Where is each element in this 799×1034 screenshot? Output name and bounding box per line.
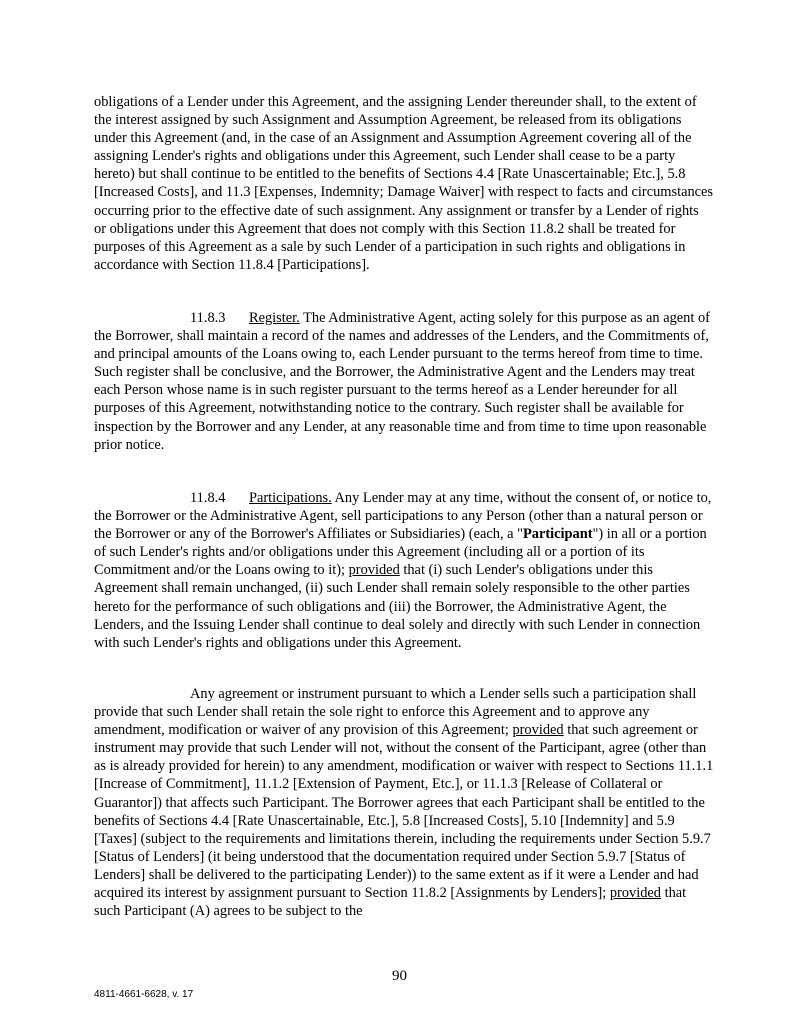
document-id: 4811-4661-6628, v. 17: [94, 989, 194, 1000]
section-text: that (i) such Lender's obligations under this Agreement shall remain unchanged, (ii) such Lender shall remain solely responsible to the other parties hereto for the performance of such obligations and (iii) the Borrower, the Administrative Agent, the Lenders, and the Issuing Lender shall continue to deal solely and directly with such Lender in connection with such Lender's rights and obligations under this Agreement.: [94, 562, 701, 651]
defined-term-participant: Participant: [523, 526, 593, 543]
section-heading: Register.: [249, 310, 300, 326]
paragraph-text: that such agreement or instrument may provide that such Lender will not, without the consent of the Participant, agree (other than as is already provided for herein) to any amendment, modification or waiver with respect to Sections 11.1.1 [Increase of Commitment], 11.1.2 [Extension of Payment, Etc.], or 11.1.3 [Release of Collateral or Guarantor]) that affects such Participant. The Borrower agrees that each Participant shall be entitled to the benefits of Sections 4.4 [Rate Unascertainable, Etc.], 5.8 [Increased Costs], 5.10 [Indemnity] and 5.9 [Taxes] (subject to the requirements and limitations therein, including the requirements under Section 5.9.7 [Status of Lenders] (it being understood that the documentation required under Section 5.9.7 [Status of Lenders] shall be delivered to the participating Lender)) to the same extent as if it were a Lender and had acquired its interest by assignment pursuant to Section 11.8.2 [Assignments by Lenders];: [94, 722, 714, 902]
provided-term: provided: [609, 885, 661, 902]
paragraph-text: obligations of a Lender under this Agreement, and the assigning Lender thereunder shall, to the extent of the interest assigned by such Assignment and Assumption Agreement, be released from its obligations under this Agreement (and, in the case of an Assignment and Assumption Agreement covering all of the assigning Lender's rights and obligations under this Agreement, such Lender shall cease to be a party hereto) but shall continue to be entitled to the benefits of Sections 4.4 [Rate Unascertainable; Etc.], 5.8 [Increased Costs], and 11.3 [Expenses, Indemnity; Damage Waiver] with respect to facts and circumstances occurring prior to the effective date of such assignment. Any assignment or transfer by a Lender of rights or obligations under this Agreement that does not comply with this Section 11.8.2 shall be treated for purposes of this Agreement as a sale by such Lender of a participation in such rights and obligations in accordance with Section 11.8.4 [Participations].: [94, 94, 714, 273]
provided-term: provided: [512, 722, 564, 739]
section-number: 11.8.3: [190, 310, 226, 326]
page-number: 90: [392, 968, 407, 984]
section-number: 11.8.4: [190, 490, 226, 506]
paragraph-participation-agreement: [94, 685, 714, 920]
paragraph-text: that such Participant (A) agrees to be subject to the: [94, 885, 687, 920]
section-11-8-3-register: [94, 309, 714, 454]
section-heading: Participations.: [249, 490, 332, 506]
section-text: ") in all or a portion of such Lender's rights and/or obligations under this Agreement (including all or a portion of its Commitment and/or the Loans owing to it);: [94, 526, 707, 579]
provided-term: provided: [348, 562, 400, 579]
paragraph-text: Any agreement or instrument pursuant to which a Lender sells such a participation shall provide that such Lender shall retain the sole right to enforce this Agreement and to approve any amendment, modification or waiver of any provision of this Agreement;: [94, 686, 697, 739]
paragraph-assignment-continuation: [94, 93, 714, 274]
section-text: The Administrative Agent, acting solely for this purpose as an agent of the Borrower, shall maintain a record of the names and addresses of the Lenders, and the Commitments of, and principal amounts of the Loans owing to, each Lender pursuant to the terms hereof from time to time. Such register shall be conclusive, and the Borrower, the Administrative Agent and the Lenders may treat each Person whose name is in such register pursuant to the terms hereof as a Lender hereunder for all purposes of this Agreement, notwithstanding notice to the contrary. Such register shall be available for inspection by the Borrower and any Lender, at any reasonable time and from time to time upon reasonable prior notice.: [94, 310, 710, 453]
section-text: Any Lender may at any time, without the consent of, or notice to, the Borrower or the Administrative Agent, sell participations to any Person (other than a natural person or the Borrower or any of the Borrower's Affiliates or Subsidiaries) (each, a ": [94, 490, 712, 543]
section-11-8-4-participations: [94, 489, 714, 652]
